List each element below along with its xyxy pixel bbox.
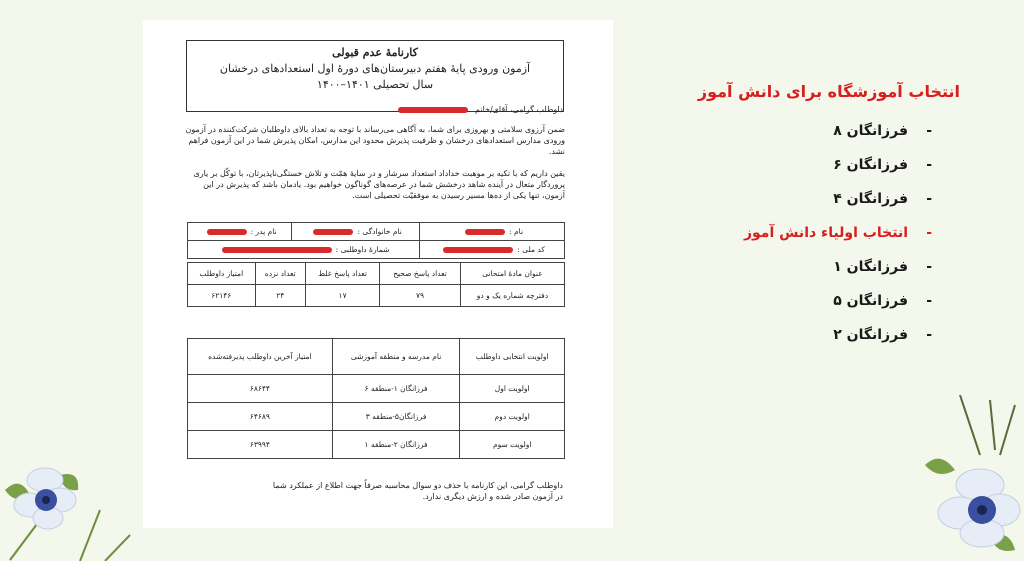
score-header: تعداد نزده xyxy=(255,263,305,285)
salutation-line xyxy=(183,104,563,115)
list-item xyxy=(660,182,932,216)
document-footer: داوطلب گرامی، این کارنامه با حذف دو سوال محاسبه صرفاً جهت اطلاع از عملکرد شما در آزمون صادر شده و ارزش دیگری ندارد. xyxy=(272,481,563,501)
redaction-mark xyxy=(443,247,513,253)
priority-cell: ۶۸۶۴۴ xyxy=(188,375,333,403)
redaction-mark xyxy=(207,229,247,235)
score-cell: ۱۷ xyxy=(305,285,379,307)
document-title-box xyxy=(186,40,564,112)
priority-cell: فرزانگان ۲-منطقه ۱ xyxy=(332,431,460,459)
priority-cell: فرزانگان ۱-منطقه ۶ xyxy=(332,375,460,403)
candidate-info-table xyxy=(187,222,565,259)
list-item-label: انتخاب اولیاء دانش آموز xyxy=(743,225,908,241)
bullet-dash: - xyxy=(926,327,932,343)
list-item-label: فرزانگان ۴ xyxy=(833,191,908,207)
family-cell: نام خانوادگی : xyxy=(292,223,420,241)
bullet-dash: - xyxy=(926,293,932,309)
priority-header: اولویت انتخابی داوطلب xyxy=(460,339,565,375)
name-cell: نام : xyxy=(420,223,565,241)
list-item-label: فرزانگان ۵ xyxy=(833,293,908,309)
report-card-document xyxy=(143,20,613,528)
national-code-cell: کد ملی : xyxy=(420,241,565,259)
bullet-dash: - xyxy=(926,123,932,139)
flower-decoration-left xyxy=(0,450,140,561)
priority-cell: فرزانگان۵-منطقه ۳ xyxy=(332,403,460,431)
list-item xyxy=(660,148,932,182)
priority-cell: اولویت اول xyxy=(460,375,565,403)
list-item-label: فرزانگان ۶ xyxy=(833,157,908,173)
bullet-dash: - xyxy=(926,191,932,207)
priority-header: امتیاز آخرین داوطلب پذیرفته‌شده xyxy=(188,339,333,375)
list-item-highlighted xyxy=(660,216,932,250)
candidate-number-cell: شمارهٔ داوطلبی : xyxy=(188,241,420,259)
score-header: عنوان مادهٔ امتحانی xyxy=(460,263,564,285)
bullet-dash: - xyxy=(926,157,932,173)
list-item xyxy=(660,318,932,352)
score-cell: ۶۲۱۴۶ xyxy=(188,285,256,307)
score-header: تعداد پاسخ غلط xyxy=(305,263,379,285)
list-item-label: فرزانگان ۱ xyxy=(833,259,908,275)
redaction-mark xyxy=(313,229,353,235)
document-title-line2: آزمون ورودی پایهٔ هفتم دبیرستان‌های دورهٔ اول استعدادهای درخشان xyxy=(219,62,531,75)
document-title-line3: سال تحصیلی ۱۴۰۱–۱۴۰۰ xyxy=(316,78,434,91)
list-item xyxy=(660,114,932,148)
priority-cell: ۶۳۹۹۴ xyxy=(188,431,333,459)
list-item-label: فرزانگان ۲ xyxy=(833,327,908,343)
paragraph-2: یقین داریم که با تکیه بر موهبت خداداد استعداد سرشار و در سایهٔ همّت و تلاش خستگی‌ناپذیرتان، با توکّل بر یاری پروردگار متعال در آینده شاهد درخشش شما در عرصه‌های گوناگون خواهیم بود. یادمان باشد که پذیرش در این آزمون، تنها یکی از ده‌ها مسیر رسیدن به موفقیّت تحصیلی است. xyxy=(193,169,565,200)
priorities-table xyxy=(187,338,565,459)
redaction-mark xyxy=(465,229,505,235)
list-item xyxy=(660,284,932,318)
priority-cell: اولویت سوم xyxy=(460,431,565,459)
flower-decoration-right xyxy=(920,395,1024,561)
priority-header: نام مدرسه و منطقه آموزشی xyxy=(332,339,460,375)
score-cell: ۷۹ xyxy=(380,285,461,307)
redaction-mark xyxy=(222,247,332,253)
paragraph-1: ضمن آرزوی سلامتی و بهروزی برای شما، به آگاهی می‌رساند با توجه به تعداد بالای داوطلبان شرکت‌کننده در آزمون ورودی مدارس استعدادهای درخشان و ظرفیت پذیرش محدود این مدارس، امکان پذیرش شما در این آزمون فراهم نشد. xyxy=(185,125,565,156)
list-item xyxy=(660,250,932,284)
salutation-text: داوطلب گرامی، آقای/خانم xyxy=(475,105,563,114)
bullet-dash: - xyxy=(926,259,932,275)
father-cell: نام پدر : xyxy=(188,223,292,241)
scores-table xyxy=(187,262,565,307)
score-cell: دفترچه شماره یک و دو xyxy=(460,285,564,307)
list-item-label: فرزانگان ۸ xyxy=(833,123,908,139)
panel-title: انتخاب آموزشگاه برای دانش آموز xyxy=(697,82,960,101)
school-selection-panel xyxy=(660,80,960,352)
score-header: امتیاز داوطلب xyxy=(188,263,256,285)
score-cell: ۲۴ xyxy=(255,285,305,307)
redaction-mark xyxy=(398,107,468,113)
score-header: تعداد پاسخ صحیح xyxy=(380,263,461,285)
document-title-line1: کارنامهٔ عدم قبولی xyxy=(332,46,418,59)
priority-cell: ۶۴۶۸۹ xyxy=(188,403,333,431)
bullet-dash: - xyxy=(926,225,932,241)
priority-cell: اولویت دوم xyxy=(460,403,565,431)
